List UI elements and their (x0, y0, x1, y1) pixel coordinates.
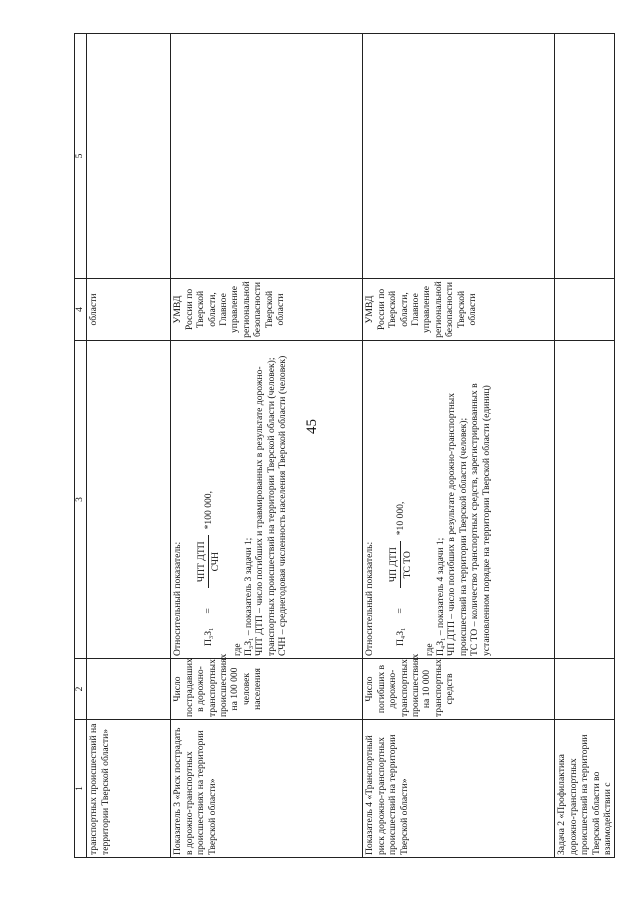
cell-note (363, 34, 555, 279)
header-cell: 3 (75, 341, 87, 659)
formula-fraction (388, 541, 414, 588)
header-cell: 2 (75, 659, 87, 720)
cell-unit (87, 659, 171, 720)
header-cell: 4 (75, 279, 87, 341)
formula-symbol: П₄З₁ (395, 627, 407, 646)
cell-unit: Число погибших в дорожно-транспортных происшествиях на 10 000 транспортных средств (363, 659, 555, 720)
cell-method (87, 341, 171, 659)
cell-source: области (87, 279, 171, 341)
cell-note (171, 34, 363, 279)
rotated-table-container (74, 34, 614, 858)
formula (196, 343, 222, 646)
formula-denominator: ТС ТО (402, 551, 414, 579)
formula-denominator: СЧН (210, 552, 222, 572)
cell-method (363, 341, 555, 659)
cell-note (87, 34, 171, 279)
cell-name: Показатель 3 «Риск пострадать в дорожно-транспортных происшествиях на территории Тверской области» (171, 720, 363, 858)
cell-name: Показатель 4 «Транспортный риск дорожно-транспортных происшествий на территории Тверской области» (363, 720, 555, 858)
cell-source: УМВД России по Тверской области, Главное управление региональной безопасности Тверской области (363, 279, 555, 341)
formula-fraction (196, 535, 222, 588)
header-cell: 5 (75, 34, 87, 279)
method-title: Относительный показатель: (172, 541, 184, 656)
cell-method (171, 341, 363, 659)
definition: П₄З₁ – показатель 4 задачи 1; (435, 537, 447, 656)
method-title: Относительный показатель: (364, 541, 376, 656)
definition: СЧН – среднегодовая численность населения Тверской области (человек) (277, 355, 289, 656)
header-row (75, 34, 87, 858)
definition: ЧП ДТП – число погибших в результате дорожно-транспортных происшествий на территории Тверской области (человек); (446, 392, 469, 656)
header-cell: 1 (75, 720, 87, 858)
cell-unit: Число пострадавших в дорожно-транспортных происшествиях на 100 000 человек населения (171, 659, 363, 720)
formula-multiplier: *100 000, (203, 491, 215, 530)
cell-source (555, 279, 615, 341)
formula (388, 343, 414, 646)
table-row (87, 34, 171, 858)
cell-name: Задача 2 «Профилактика дорожно-транспортных происшествий на территории Тверской области во взаимодействии с (555, 720, 615, 858)
where-label: где (423, 643, 435, 656)
table-row (555, 34, 615, 858)
page-number: 45 (304, 419, 320, 434)
table-row (171, 34, 363, 858)
indicators-table (74, 33, 615, 858)
definition: ЧПТ ДТП – число погибших и травмированных в результате дорожно-транспортных происшествий на территории Тверской области (человек); (254, 357, 277, 656)
cell-note (555, 34, 615, 279)
definition: П₃З₁ – показатель 3 задачи 1; (243, 537, 255, 656)
cell-source: УМВД России по Тверской области, Главное управление региональной безопасности Тверской области (171, 279, 363, 341)
cell-name: транспортных происшествий на территории Тверской области» (87, 720, 171, 858)
formula-numerator: ЧПТ ДТП (196, 535, 209, 588)
definition: ТС ТО – количество транспортных средств, зарегистрированных в установленном порядке на территории Тверской области (единиц) (469, 383, 492, 656)
formula-symbol: П₃З₁ (203, 627, 215, 646)
formula-numerator: ЧП ДТП (388, 541, 401, 588)
where-label: где (231, 643, 243, 656)
formula-equals: = (203, 608, 215, 614)
formula-equals: = (395, 608, 407, 614)
table-row (363, 34, 555, 858)
cell-method (555, 341, 615, 659)
formula-multiplier: *10 000, (395, 501, 407, 536)
cell-unit (555, 659, 615, 720)
